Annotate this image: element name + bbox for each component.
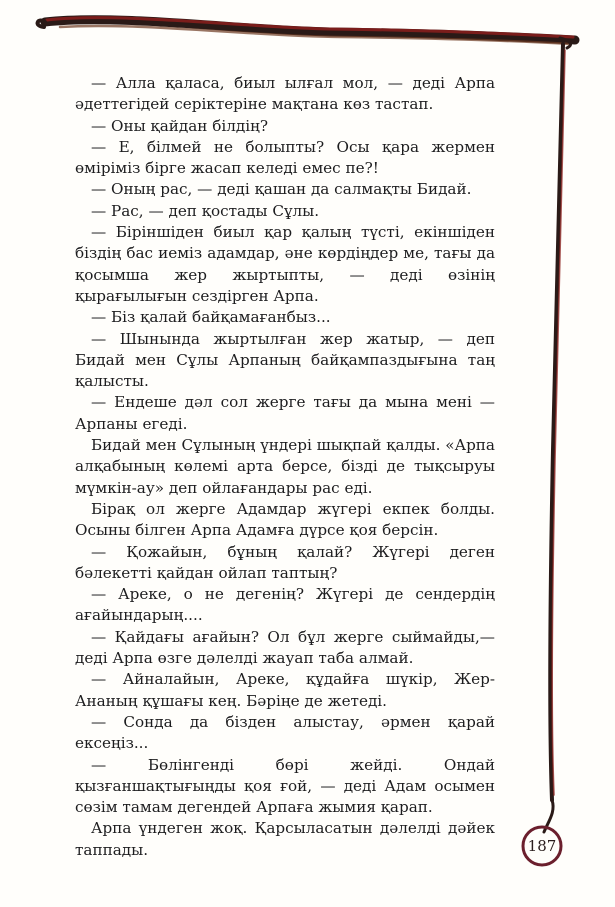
- top-branch-illustration: [38, 18, 575, 48]
- paragraph: — Ареке, о не дегенің? Жүгері де сендердің ағайындарың....: [75, 585, 495, 625]
- paragraph: Бидай мен Сұлының үндері шықпай қалды. «Арпа алқабының көлемі арта берсе, бізді де тықсыруы мүмкін-ау» деп ойлағандары рас еді.: [75, 436, 495, 497]
- paragraph: — Бөлінгенді бөрі жейді. Ондай қызғаншақтығыңды қоя ғой, — деді Адам осымен сөзім тамам дегендей Арпаға жымия қарап.: [75, 755, 495, 817]
- paragraph: — Сонда да бізден алыстау, әрмен қарай ексеңіз...: [75, 712, 495, 753]
- paragraph: — Қайдағы ағайын? Ол бұл жерге сыймайды,— деді Арпа өзге дәлелді жауап таба алмай.: [75, 627, 495, 668]
- paragraph: — Айналайын, Ареке, құдайға шүкір, Жер-Ананың құшағы кең. Бәріңе де жетеді.: [75, 670, 495, 710]
- paragraph: — Ендеше дәл сол жерге тағы да мына мені — Арпаны егеді.: [75, 393, 495, 433]
- paragraph: — Е, білмей не болыпты? Осы қара жермен өміріміз бірге жасап келеді емес пе?!: [75, 137, 495, 178]
- paragraph: — Біріншіден биыл қар қалың түсті, екіншіден біздің бас иеміз адамдар, әне көрдіңдер ме, тағы да қосымша жер жыртыпты, — деді өзінің қырағылығын сездірген Арпа.: [75, 223, 495, 305]
- story-text: [75, 73, 495, 861]
- paragraph: — Оның рас, — деді қашан да салмақты Бидай.: [91, 180, 472, 199]
- paragraph: — Алла қаласа, биыл ылғал мол, — деді Арпа әдеттегідей серіктеріне мақтана көз тастап.: [75, 74, 495, 114]
- right-branch-illustration: [544, 44, 565, 832]
- page-number: 187: [527, 837, 557, 855]
- paragraph: Бірақ ол жерге Адамдар жүгері екпек болды. Осыны білген Арпа Адамға дүрсе қоя берсін.: [75, 499, 495, 540]
- paragraph: — Біз қалай байқамағанбыз...: [91, 308, 331, 327]
- paragraph: — Қожайын, бұның қалай? Жүгері деген бәлекетті қайдан ойлап таптың?: [75, 542, 495, 582]
- paragraph: Арпа үндеген жоқ. Қарсыласатын дәлелді дәйек таппады.: [75, 819, 495, 859]
- paragraph: — Оны қайдан білдің?: [91, 116, 268, 135]
- paragraph: — Шынында жыртылған жер жатыр, — деп Бидай мен Сұлы Арпаның байқампаздығына таң қалысты.: [75, 329, 495, 391]
- paragraph: — Рас, — деп қостады Сұлы.: [91, 201, 320, 220]
